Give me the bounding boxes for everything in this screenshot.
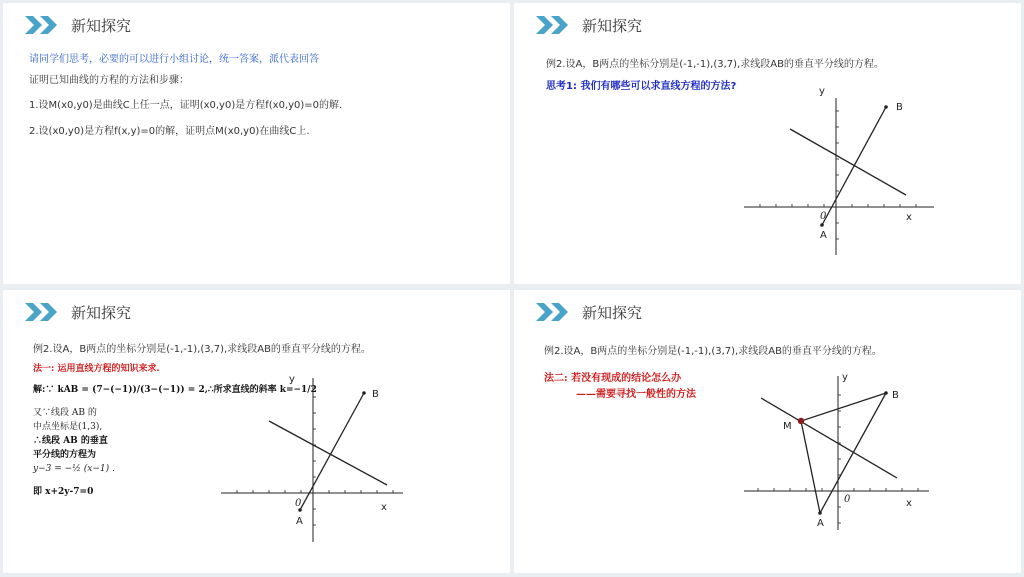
- solution-equation: y−3 = −½ (x−1) .: [33, 464, 115, 474]
- point-A-label: A: [820, 230, 827, 241]
- y-axis-label: y: [842, 372, 848, 383]
- axis-ticks: [760, 111, 916, 239]
- slide-header: [25, 13, 131, 37]
- method-2-heading: 法二: 若没有现成的结论怎么办: [544, 373, 682, 384]
- point-A: [820, 223, 824, 227]
- point-M-label: M: [783, 421, 792, 432]
- point-B-label: B: [372, 389, 379, 400]
- perpendicular-bisector: [269, 421, 387, 485]
- slide-1: [3, 3, 510, 284]
- y-axis-label: y: [289, 374, 295, 385]
- point-B: [362, 391, 366, 395]
- solution-line-1: 解:∵ kAB = (7−(−1))/(3−(−1)) = 2,∴所求直线的斜率 k=−1/2: [33, 385, 317, 395]
- point-A: [818, 511, 822, 515]
- point-B: [884, 391, 888, 395]
- method-2-subheading: ——需要寻找一般性的方法: [576, 389, 696, 400]
- point-A-label: A: [817, 518, 824, 529]
- x-axis-label: x: [381, 502, 387, 513]
- coordinate-graph: [514, 290, 1021, 573]
- origin-label: 0: [820, 211, 827, 222]
- step-1-text: 1.设M(x0,y0)是曲线C上任一点，证明(x0,y0)是方程f(x0,y0)=0的解.: [29, 100, 343, 111]
- example-text: 例2.设A，B两点的坐标分别是(-1,-1),(3,7),求线段AB的垂直平分线的方程。: [33, 344, 371, 355]
- think-question: 思考1: 我们有哪些可以求直线方程的方法?: [546, 81, 737, 92]
- solution-line-2: 又∵线段 AB 的: [33, 408, 97, 418]
- point-B-label: B: [896, 102, 903, 113]
- perpendicular-bisector: [790, 129, 906, 195]
- origin-label: 0: [295, 498, 302, 509]
- x-axis-label: x: [906, 212, 912, 223]
- section-title: 新知探究: [582, 16, 643, 35]
- coordinate-graph: [3, 290, 510, 573]
- method-1-heading: 法一: 运用直线方程的知识来求.: [33, 364, 160, 374]
- intro-text: 证明已知曲线的方程的方法和步骤：: [29, 75, 189, 86]
- point-B-label: B: [892, 390, 899, 401]
- y-axis-label: y: [819, 86, 825, 97]
- origin-label: 0: [844, 494, 851, 505]
- step-2-text: 2.设(x0,y0)是方程f(x,y)=0的解，证明点M(x0,y0)在曲线C上.: [29, 126, 310, 137]
- axis-ticks: [237, 397, 393, 525]
- instruction-text: 请同学们思考，必要的可以进行小组讨论，统一答案，派代表回答: [29, 54, 319, 65]
- solution-final: 即 x+2y-7=0: [33, 487, 94, 497]
- slide-2: [514, 3, 1021, 284]
- slide-3: [3, 290, 510, 573]
- section-title: 新知探究: [71, 303, 132, 322]
- segment-AB: [300, 393, 364, 510]
- point-M: [798, 418, 804, 424]
- slide-4: [514, 290, 1021, 573]
- double-chevron-icon: [25, 14, 61, 36]
- section-title: 新知探究: [582, 303, 643, 322]
- solution-line-4: ∴线段 AB 的垂直: [33, 436, 108, 446]
- coordinate-graph: [514, 3, 1021, 284]
- point-A-label: A: [296, 516, 303, 527]
- example-text: 例2.设A，B两点的坐标分别是(-1,-1),(3,7),求线段AB的垂直平分线的方程。: [546, 59, 884, 70]
- solution-line-5: 平分线的方程为: [33, 450, 97, 460]
- x-axis-label: x: [906, 498, 912, 509]
- example-text: 例2.设A，B两点的坐标分别是(-1,-1),(3,7),求线段AB的垂直平分线的方程。: [544, 346, 882, 357]
- solution-line-3: 中点坐标是(1,3),: [33, 422, 103, 432]
- point-B: [884, 105, 888, 109]
- section-title: 新知探究: [71, 16, 132, 35]
